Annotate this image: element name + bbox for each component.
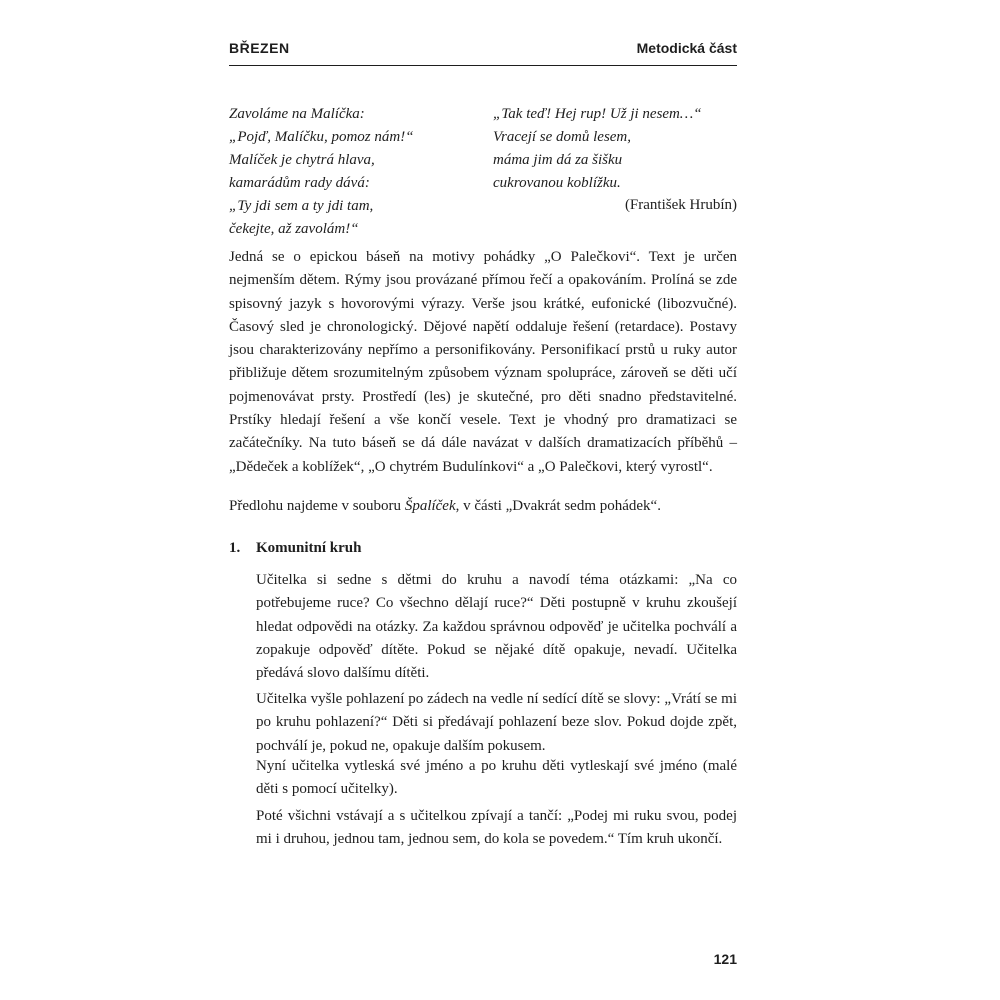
section-paragraph: Učitelka vyšle pohlazení po zádech na vedle ní sedící dítě se slovy: „Vrátí se mi po kruhu pohlazení?“ Děti si předávají pohlazení beze slov. Pokud dojde zpět, pochválí je, pokud ne, opakuje dalším pokusem.	[256, 691, 737, 754]
source-text-before: Předlohu najdeme v souboru	[229, 498, 405, 514]
poem-line: cukrovanou koblížku.	[493, 175, 621, 191]
poem-line: „Pojď, Malíčku, pomoz nám!“	[229, 129, 414, 145]
poem-author: (František Hrubín)	[624, 197, 737, 213]
poem-left-column	[229, 103, 414, 241]
poem-line: „Ty jdi sem a ty jdi tam,	[229, 198, 374, 214]
poem-line: čekejte, až zavolám!“	[229, 221, 359, 237]
chapter-title: BŘEZEN	[229, 40, 290, 56]
source-book-title: Špalíček	[404, 498, 456, 514]
page-number: 121	[713, 951, 737, 967]
section-number: 1.	[229, 540, 241, 556]
section-title-text: Komunitní kruh	[256, 540, 362, 556]
source-paragraph	[229, 495, 737, 518]
section-title: Metodická část	[636, 40, 737, 56]
poem-right-column	[493, 103, 702, 195]
header-rule	[229, 65, 737, 66]
poem-line: Vracejí se domů lesem,	[493, 129, 632, 145]
poem-line: „Tak teď! Hej rup! Už ji nesem…“	[493, 106, 702, 122]
section-paragraph: Poté všichni vstávají a s učitelkou zpívají a tančí: „Podej mi ruku svou, podej mi i druhou, jednou tam, jednou sem, do kola se povedem.“ Tím kruh ukončí.	[256, 808, 737, 848]
poem-line: Zavoláme na Malíčka:	[229, 106, 365, 122]
section-paragraph: Nyní učitelka vytleská své jméno a po kruhu děti vytleskají své jméno (malé děti s pomocí učitelky).	[256, 758, 737, 798]
source-text-after: , v části „Dvakrát sedm pohádek“.	[455, 498, 661, 514]
section-paragraph: Učitelka si sedne s dětmi do kruhu a navodí téma otázkami: „Na co potřebujeme ruce? Co všechno dělají ruce?“ Děti postupně v kruhu zkoušejí hledat odpovědi na otázky. Za každou správnou odpověď je učitelka pochválí a zopakuje odpověď dítěte. Pokud se nějaké dítě opakuje, nevadí. Učitelka předává slovo dalšímu dítěti.	[256, 572, 737, 682]
intro-paragraph: Jedná se o epickou báseň na motivy pohádky „O Palečkovi“. Text je určen nejmenším dětem. Rýmy jsou provázané přímou řečí a opakováním. Prolíná se zde spisovný jazyk s hovorovými výrazy. Verše jsou krátké, eufonické (libozvučné). Časový sled je chronologický. Dějové napětí oddaluje řešení (retardace). Postavy jsou charakterizovány nepřímo a personifikovány. Personifikací prstů u ruky autor přibližuje dětem srozumitelným způsobem význam spolupráce, zároveň se děti učí pojmenovávat prsty. Prostředí (les) je skutečné, pro děti snadno představitelné. Prstíky hledají řešení a vše končí vesele. Text je vhodný pro dramatizaci se začátečníky. Na tuto báseň se dá dále navázat v dalších dramatizacích příběhů – „Dědeček a koblížek“, „O chytrém Budulínkovi“ a „O Palečkovi, který vyrostl“.	[229, 249, 737, 475]
poem-line: kamarádům rady dává:	[229, 175, 370, 191]
poem-line: Malíček je chytrá hlava,	[229, 152, 375, 168]
poem-line: máma jim dá za šišku	[493, 152, 623, 168]
section-heading	[229, 540, 361, 557]
running-header	[229, 40, 737, 64]
